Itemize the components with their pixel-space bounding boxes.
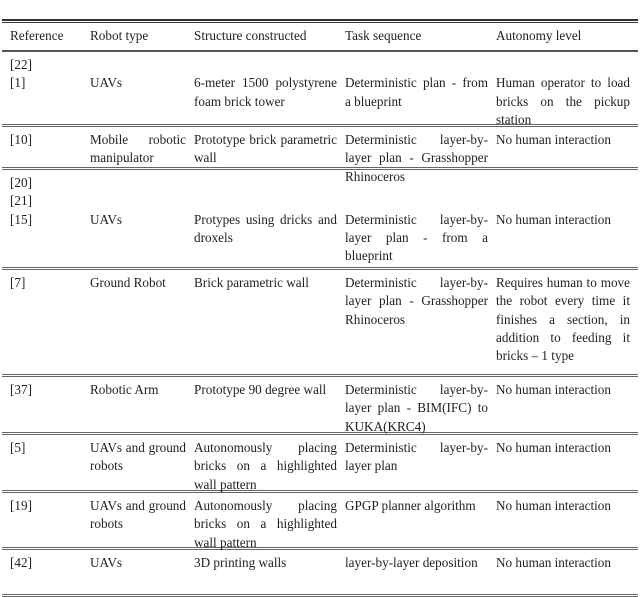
structure-cell: Protypes using dricks and droxels	[194, 211, 337, 245]
reference-link[interactable]: [22]	[10, 57, 32, 73]
robot-type-cell: Ground Robot	[90, 275, 166, 291]
header-task-sequence: Task sequence	[345, 28, 422, 43]
reference-link[interactable]: [10]	[10, 132, 32, 148]
reference-cell	[2, 170, 82, 267]
table-row	[2, 270, 638, 377]
reference-link[interactable]: [42]	[10, 555, 32, 571]
reference-link[interactable]: [5]	[10, 440, 26, 456]
structure-cell: Prototype brick parametric wall	[194, 132, 337, 166]
reference-cell	[2, 127, 82, 167]
structure-cell: Prototype 90 degree wall	[194, 382, 327, 398]
robot-type-cell: Robotic Arm	[90, 382, 159, 398]
structure-cell: Brick parametric wall	[194, 275, 309, 291]
autonomy-cell: No human interaction	[496, 132, 611, 148]
robot-type-cell: Mobile robotic manipulator	[90, 132, 186, 166]
reference-link[interactable]: [15]	[10, 211, 32, 227]
reference-cell	[2, 550, 82, 594]
task-sequence-cell: Deterministic layer-by-layer plan - Grasshopper Rhinoceros	[345, 275, 488, 327]
robot-type-cell: UAVs	[90, 555, 123, 571]
table-row	[2, 377, 638, 435]
autonomy-cell: Human operator to load bricks on the pickup station	[496, 75, 630, 127]
table-row	[2, 52, 638, 127]
task-sequence-cell: Deterministic layer-by-layer plan - from a blueprint	[345, 211, 488, 263]
table-row	[2, 435, 638, 493]
table-row	[2, 493, 638, 550]
robot-type-cell: UAVs and ground robots	[90, 498, 186, 532]
reference-cell	[2, 435, 82, 490]
header-row	[2, 23, 638, 52]
header-autonomy: Autonomy level	[496, 28, 582, 43]
structure-cell: 3D printing walls	[194, 555, 287, 571]
reference-link[interactable]: [1]	[10, 75, 26, 91]
task-sequence-cell: Deterministic layer-by-layer plan - Grasshopper Rhinoceros	[345, 132, 488, 184]
task-sequence-cell: Deterministic plan - from a blueprint	[345, 75, 488, 109]
robot-type-cell: UAVs	[90, 211, 123, 227]
autonomy-cell: No human interaction	[496, 382, 611, 398]
reference-cell	[2, 493, 82, 547]
comparison-table	[2, 19, 638, 597]
task-sequence-cell: Deterministic layer-by-layer plan	[345, 440, 488, 474]
autonomy-cell: No human interaction	[496, 211, 611, 227]
header-reference: Reference	[10, 28, 64, 43]
autonomy-cell: No human interaction	[496, 440, 611, 456]
autonomy-cell: No human interaction	[496, 555, 611, 571]
table-row	[2, 550, 638, 597]
table-row	[2, 170, 638, 270]
autonomy-cell: Requires human to move the robot every time it finishes a section, in addition to feeding it bricks – 1 type	[496, 275, 630, 364]
structure-cell: 6-meter 1500 polystyrene foam brick tower	[194, 75, 337, 109]
header-robot-type: Robot type	[90, 28, 149, 43]
autonomy-cell: No human interaction	[496, 498, 611, 514]
reference-cell	[2, 377, 82, 432]
header-structure: Structure constructed	[194, 28, 307, 43]
task-sequence-cell: Deterministic layer-by-layer plan - BIM(IFC) to KUKA(KRC4)	[345, 382, 488, 434]
reference-cell	[2, 270, 82, 374]
table-body	[2, 52, 638, 597]
reference-link[interactable]: [20]	[10, 175, 32, 191]
task-sequence-cell: GPGP planner algorithm	[345, 498, 476, 514]
reference-cell	[2, 52, 82, 124]
reference-link[interactable]: [37]	[10, 382, 32, 398]
structure-cell: Autonomously placing bricks on a highlighted wall pattern	[194, 498, 337, 550]
robot-type-cell: UAVs	[90, 75, 123, 91]
reference-link[interactable]: [21]	[10, 193, 32, 209]
reference-link[interactable]: [7]	[10, 275, 26, 291]
structure-cell: Autonomously placing bricks on a highlighted wall pattern	[194, 440, 337, 492]
reference-link[interactable]: [19]	[10, 498, 32, 514]
task-sequence-cell: layer-by-layer deposition	[345, 555, 478, 571]
robot-type-cell: UAVs and ground robots	[90, 440, 186, 474]
